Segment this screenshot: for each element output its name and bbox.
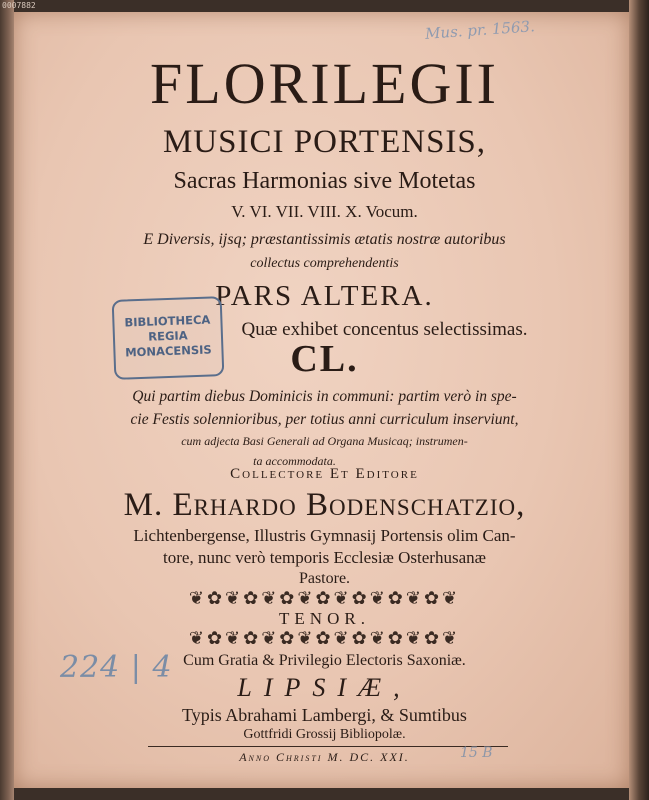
title-line-5: E Diversis, ijsq; præstantissimis ætatis nostræ autoribus (143, 231, 506, 248)
title-line-6: collectus comprehendentis (250, 256, 399, 271)
title-line-8: Quæ exhibet concentus selectissimas. (241, 319, 528, 340)
stamp-line-1: BIBLIOTHECA (124, 312, 211, 330)
ornament-row-bottom: ❦✿❦✿❦✿❦✿❦✿❦✿❦✿❦ (188, 628, 461, 648)
editor-line-1: Lichtenbergense, Illustris Gymnasij Portensis olim Can- (133, 526, 516, 545)
imprint-date: Anno Christi M. DC. XXI. (239, 750, 410, 764)
description-line-3: cum adjecta Basi Generali ad Organa Musicaq; instrumen- (181, 434, 468, 448)
pars-altera: PARS ALTERA. (215, 280, 434, 312)
ornament-row-top: ❦✿❦✿❦✿❦✿❦✿❦✿❦✿❦ (188, 588, 461, 608)
manuscript-shelfmark: Mus. pr. 1563. (424, 17, 536, 43)
description-line-4: ta accommodata. (253, 454, 336, 468)
title-line-4: V. VI. VII. VIII. X. Vocum. (231, 202, 418, 221)
printer-line: Typis Abrahami Lambergi, & Sumtibus (182, 705, 467, 725)
bookseller-line: Gottfridi Grossij Bibliopolæ. (243, 727, 406, 742)
scan-id: 0007882 (2, 1, 36, 10)
manuscript-number: 224 | 4 (60, 650, 173, 685)
imprint-rule (148, 746, 508, 747)
count-cl: CL. (290, 338, 359, 380)
title-line-2: MUSICI PORTENSIS, (162, 124, 487, 160)
editor-name: M. Erhardo Bodenschatzio, (123, 487, 526, 523)
stamp-line-3: MONACENSIS (124, 342, 212, 360)
stamp-line-2: REGIA (148, 328, 188, 344)
description-line-1: Qui partim diebus Dominicis in communi: partim verò in spe- (132, 388, 517, 405)
editor-label: Collectore Et Editore (230, 466, 419, 482)
place-lipsiae: LIPSIÆ, (237, 673, 412, 702)
library-stamp (112, 296, 225, 380)
voice-label: TENOR. (279, 609, 370, 628)
title-line-3: Sacras Harmonias sive Motetas (173, 168, 476, 194)
title-line-1: FLORILEGII (150, 51, 499, 116)
description-line-2: cie Festis solennioribus, per totius anni curriculum inserviunt, (130, 411, 519, 428)
editor-line-2: tore, nunc verò temporis Ecclesiæ Osterhusanæ (163, 548, 486, 567)
privilege-line: Cum Gratia & Privilegio Electoris Saxoniæ. (183, 652, 466, 669)
editor-line-3: Pastore. (298, 570, 351, 587)
manuscript-note-bottom: 15 B (460, 745, 493, 761)
